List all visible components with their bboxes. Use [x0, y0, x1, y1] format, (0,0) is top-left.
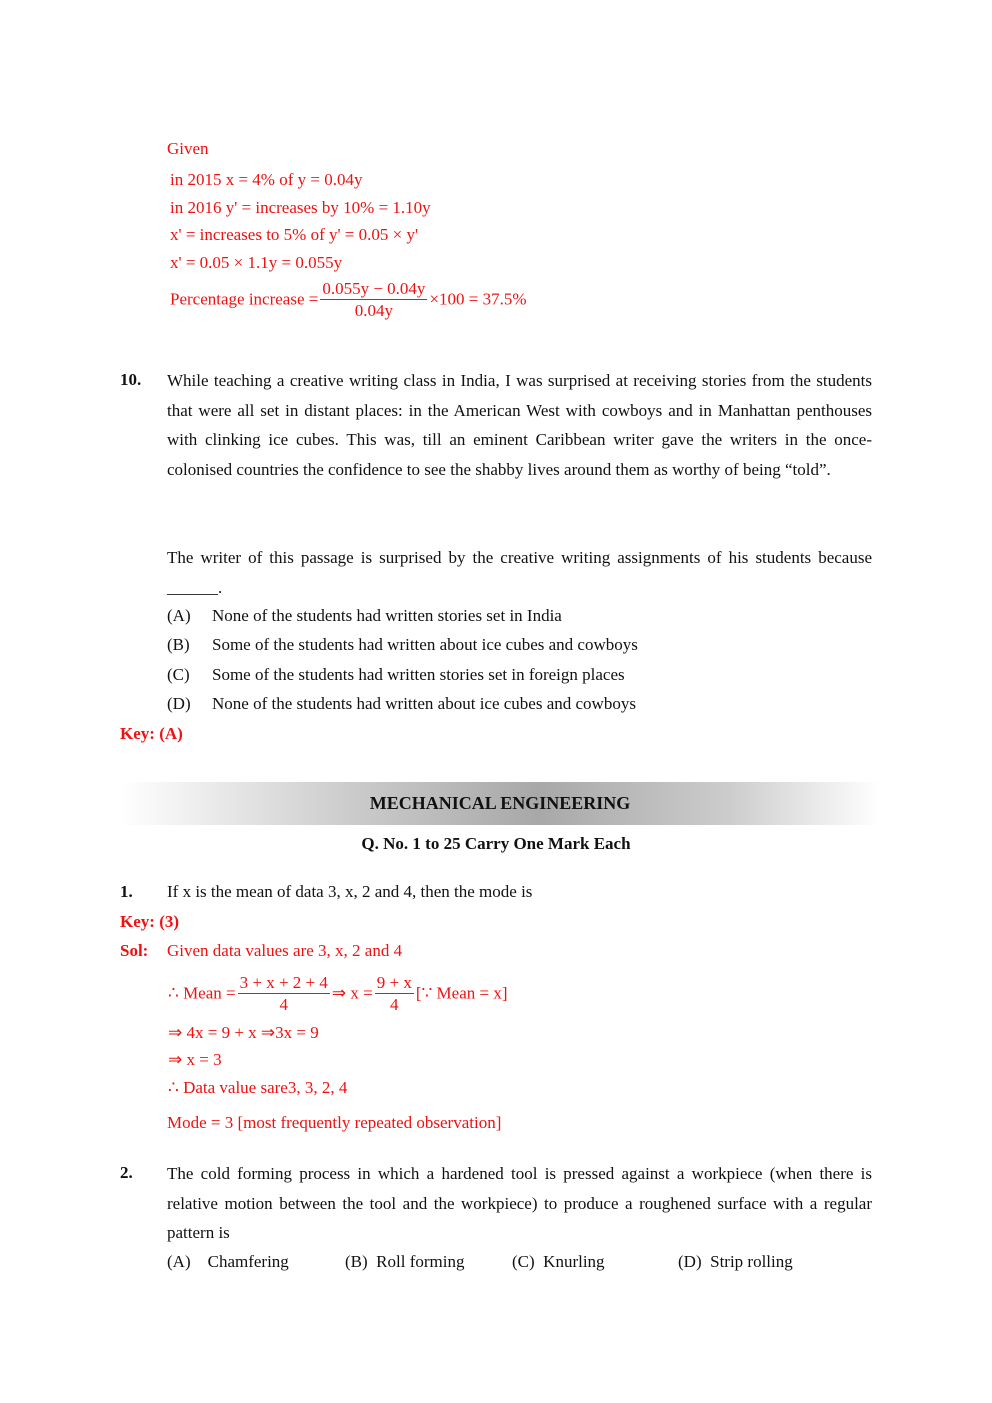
- question-number: 1.: [120, 882, 133, 901]
- option-label: (C): [167, 665, 190, 684]
- sol-label: Sol:: [120, 941, 149, 960]
- question-text: The cold forming process in which a hardened tool is pressed against a workpiece (when there is relative motion between the tool and the workpiece) to produce a roughened surface with a regular pattern is: [167, 1164, 872, 1242]
- option-label: (D): [678, 1252, 702, 1271]
- option-label: (A): [167, 1252, 191, 1271]
- denominator: 4: [390, 995, 399, 1014]
- option-text: None of the students had written about ice cubes and cowboys: [212, 694, 636, 713]
- option-c: [167, 665, 625, 685]
- key-value: (A): [159, 724, 183, 743]
- question-number: 2.: [120, 1163, 133, 1182]
- sol-given: Given: [167, 139, 209, 158]
- sol-line: ∴ Data value sare3, 3, 2, 4: [168, 1078, 348, 1097]
- option-text: Roll forming: [376, 1252, 465, 1271]
- sol-line: x' = 0.05 × 1.1y = 0.055y: [170, 253, 343, 272]
- question-number: 10.: [120, 370, 142, 389]
- option-text: Some of the students had written stories set in foreign places: [212, 665, 625, 684]
- fraction: [320, 279, 427, 322]
- option-label: (B): [345, 1252, 368, 1271]
- formula-label: Percentage increase =: [170, 289, 319, 309]
- option-b: [167, 635, 638, 655]
- sol-line: in 2015 x = 4% of y = 0.04y: [170, 170, 363, 189]
- option-text: Chamfering: [207, 1252, 289, 1271]
- sol-formula: [168, 973, 508, 1016]
- answer-key: [120, 912, 179, 932]
- question-stem: The writer of this passage is surprised by the creative writing assignments of his students because ______.: [167, 548, 872, 597]
- sol-line: Mode = 3 [most frequently repeated observation]: [167, 1113, 502, 1132]
- option-text: Strip rolling: [710, 1252, 793, 1271]
- option-text: Some of the students had written about ice cubes and cowboys: [212, 635, 638, 654]
- formula-part: ⇒ x =: [331, 983, 373, 1003]
- key-label: Key:: [120, 912, 155, 931]
- option-d: [678, 1252, 793, 1272]
- option-text: Knurling: [543, 1252, 605, 1271]
- formula-part: ∴ Mean =: [168, 983, 236, 1003]
- option-a: [167, 1252, 289, 1272]
- option-label: (A): [167, 606, 191, 625]
- sol-line: ⇒ 4x = 9 + x ⇒3x = 9: [168, 1023, 319, 1042]
- formula-tail: ×100 = 37.5%: [429, 289, 527, 309]
- option-label: (C): [512, 1252, 535, 1271]
- option-b: [345, 1252, 464, 1272]
- denominator: 4: [279, 995, 288, 1014]
- denominator: 0.04y: [354, 301, 394, 320]
- fraction: [238, 973, 330, 1016]
- sol-line: ⇒ x = 3: [168, 1050, 222, 1069]
- numerator: 0.055y − 0.04y: [322, 279, 426, 298]
- sol-formula: [170, 279, 527, 322]
- section-banner: [120, 782, 880, 825]
- question-text: If x is the mean of data 3, x, 2 and 4, then the mode is: [167, 882, 533, 901]
- formula-part: [∵ Mean = x]: [415, 983, 508, 1003]
- numerator: 9 + x: [376, 973, 412, 992]
- option-label: (D): [167, 694, 191, 713]
- option-label: (B): [167, 635, 190, 654]
- numerator: 3 + x + 2 + 4: [239, 973, 328, 992]
- question-passage: While teaching a creative writing class in India, I was surprised at receiving stories from the students that were all set in distant places: in the American West with cowboys and in Manhattan penthouses with clinking ice cubes. This was, till an eminent Caribbean writer gave the writers in the once-colonised countries the confidence to see the shabby lives around them as worthy of being “told”.: [167, 371, 872, 479]
- option-d: [167, 694, 636, 714]
- answer-key: [120, 724, 183, 744]
- section-subtitle: Q. No. 1 to 25 Carry One Mark Each: [361, 834, 631, 853]
- key-label: Key:: [120, 724, 155, 743]
- fraction: [375, 973, 414, 1016]
- option-a: [167, 606, 562, 626]
- sol-line: in 2016 y' = increases by 10% = 1.10y: [170, 198, 431, 217]
- section-title: MECHANICAL ENGINEERING: [369, 793, 631, 813]
- sol-line: Given data values are 3, x, 2 and 4: [167, 941, 403, 960]
- option-c: [512, 1252, 605, 1272]
- key-value: (3): [159, 912, 180, 931]
- sol-line: x' = increases to 5% of y' = 0.05 × y': [170, 225, 419, 244]
- option-text: None of the students had written stories set in India: [212, 606, 562, 625]
